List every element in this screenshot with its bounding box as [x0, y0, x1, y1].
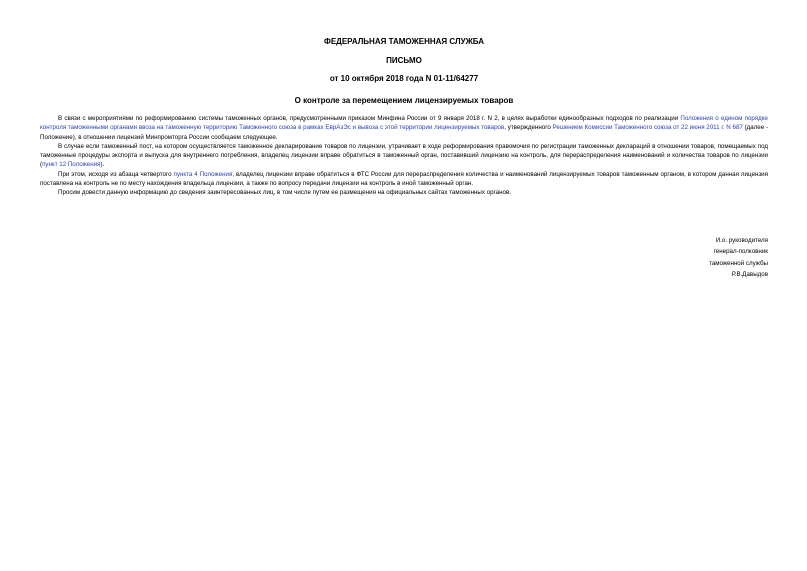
link-regulation[interactable]: Положения о едином порядке контроля таможенными органами ввоза на таможенную территорию Таможенного союза в рамках ЕврАзЭс и вывоза с этой территории лицензируемых товаров: [40, 115, 768, 132]
paragraph-3-text-1: При этом, исходя из абзаца четвертого: [58, 170, 174, 178]
paragraph-1-text-2: , утвержденного: [504, 124, 553, 132]
document-body: [40, 114, 768, 198]
date-number-heading: от 10 октября 2018 года N 01-11/64277: [329, 74, 479, 83]
organization-heading: ФЕДЕРАЛЬНАЯ ТАМОЖЕННАЯ СЛУЖБА: [323, 37, 485, 46]
signature-block: [568, 235, 768, 281]
paragraph-2-text-1: В случае если таможенный пост, на котором осуществляется таможенное декларирование товаров по лицензии, утрачивает в ходе реформирования правомочия по регистрации таможенных деклараций в отношении товаров, помещаемых под таможенные процедуры экспорта и выпуска для внутреннего потребления, владелец лицензии вправе обратиться в таможенный орган, поставивший лицензию на контроль, для перераспределения наименований и количества товаров по лицензии (: [40, 142, 768, 169]
paragraph-4: [40, 188, 768, 197]
paragraph-2-text-2: ).: [100, 161, 105, 169]
paragraph-1-text-3: (далее - Положение), в отношении лицензий Минпромторга России сообщаем следующее.: [40, 124, 769, 141]
document-page: [40, 0, 768, 571]
paragraph-2: [40, 142, 768, 170]
signature-rank: генерал-полковник: [713, 248, 768, 256]
paragraph-1: [40, 114, 768, 142]
paragraph-4-text-1: Просим довести данную информацию до сведения заинтересованных лиц, в том числе путем ее размещения на официальных сайтах таможенных органов.: [58, 189, 511, 197]
signature-position: И.о. руководителя: [715, 237, 768, 244]
document-type-heading: ПИСЬМО: [386, 56, 422, 65]
signature-service: таможенной службы: [709, 259, 768, 267]
paragraph-3-text-2: , владелец лицензии вправе обратиться в ФТС России для перераспределения количества и наименований лицензируемых товаров таможенным органом, в котором данная лицензия поставлена на контроль не по месту нахождения владельца лицензии, а также по вопросу передачи лицензии на контроль в иной таможенный орган.: [40, 170, 768, 188]
signature-name: Р.В.Давыдов: [731, 271, 768, 279]
link-clause-12[interactable]: пункт 12 Положения: [42, 161, 101, 169]
paragraph-3: [40, 170, 768, 189]
paragraph-1-text-1: В связи с мероприятиями по реформированию системы таможенных органов, предусмотренными приказом Минфина России от 9 января 2018 г. N 2, в целях выработки единообразных подходов по реализации: [58, 115, 681, 122]
link-clause-4[interactable]: пункта 4 Положения: [173, 170, 233, 178]
link-commission-decision[interactable]: Решением Комиссии Таможенного союза от 22 июня 2011 г. N 687: [552, 124, 743, 132]
document-title: О контроле за перемещением лицензируемых товаров: [294, 96, 514, 105]
